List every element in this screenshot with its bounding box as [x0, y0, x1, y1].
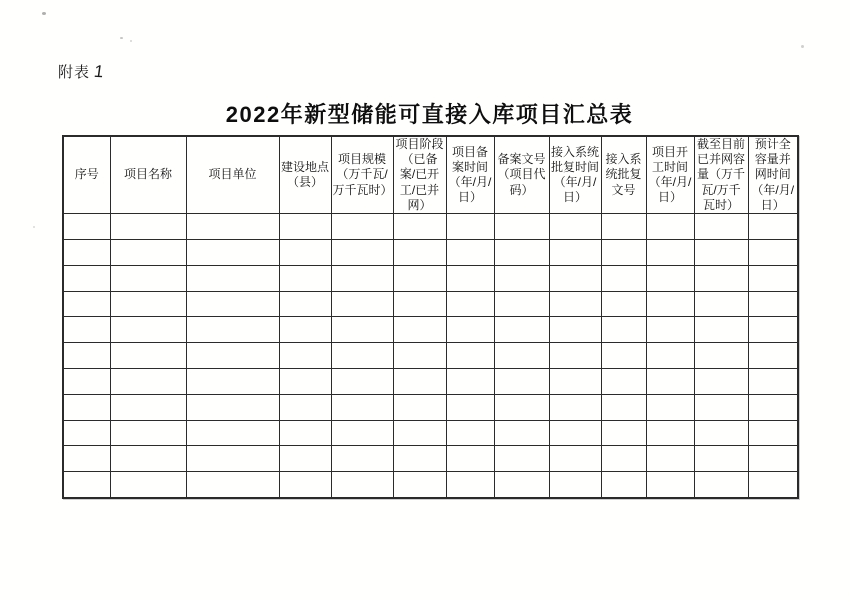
table-cell [393, 368, 446, 394]
table-cell [110, 239, 186, 265]
table-cell [646, 239, 694, 265]
table-cell [279, 265, 331, 291]
table-cell [186, 317, 279, 343]
table-cell [601, 446, 646, 472]
table-cell [279, 343, 331, 369]
table-cell [694, 343, 748, 369]
table-cell [549, 420, 601, 446]
table-cell [494, 368, 549, 394]
table-cell [279, 472, 331, 498]
table-cell [646, 343, 694, 369]
table-cell [63, 368, 110, 394]
table-cell [694, 472, 748, 498]
table-cell [748, 239, 798, 265]
table-cell [446, 368, 494, 394]
table-cell [63, 420, 110, 446]
table-cell [646, 291, 694, 317]
table-cell [110, 394, 186, 420]
table-cell [646, 265, 694, 291]
appendix-label [58, 61, 104, 82]
table-cell [494, 394, 549, 420]
table-cell [748, 394, 798, 420]
table-cell [331, 291, 393, 317]
table-cell [549, 343, 601, 369]
table-cell [601, 239, 646, 265]
table-cell [393, 317, 446, 343]
table-cell [331, 472, 393, 498]
table-cell [331, 265, 393, 291]
table-cell [601, 265, 646, 291]
column-header-9: 接入系统批复时间（年/月/日） [549, 136, 601, 214]
table-cell [748, 214, 798, 240]
table-cell [63, 291, 110, 317]
scan-artifact [33, 226, 35, 228]
table-cell [393, 214, 446, 240]
column-header-1: 序号 [63, 136, 110, 214]
table-cell [446, 472, 494, 498]
table-cell [494, 446, 549, 472]
table-cell [646, 420, 694, 446]
table-cell [393, 265, 446, 291]
table-cell [393, 239, 446, 265]
table-cell [279, 394, 331, 420]
table-cell [446, 343, 494, 369]
table-cell [494, 472, 549, 498]
table-row [63, 317, 798, 343]
table-cell [63, 446, 110, 472]
table-cell [694, 239, 748, 265]
column-header-12: 截至目前已并网容量（万千瓦/万千瓦时） [694, 136, 748, 214]
column-header-2: 项目名称 [110, 136, 186, 214]
table-cell [748, 317, 798, 343]
table-cell [601, 420, 646, 446]
table-cell [110, 291, 186, 317]
table-row [63, 291, 798, 317]
table-cell [601, 368, 646, 394]
table-cell [331, 394, 393, 420]
table-cell [63, 472, 110, 498]
table-cell [63, 265, 110, 291]
table-cell [186, 291, 279, 317]
table-cell [748, 291, 798, 317]
table-cell [186, 368, 279, 394]
table-cell [186, 343, 279, 369]
table-cell [331, 368, 393, 394]
table-cell [393, 472, 446, 498]
scan-artifact [801, 45, 804, 48]
table-cell [549, 239, 601, 265]
table-cell [694, 420, 748, 446]
table-cell [494, 420, 549, 446]
table-cell [748, 472, 798, 498]
table-cell [646, 317, 694, 343]
column-header-10: 接入系统批复文号 [601, 136, 646, 214]
table-cell [393, 420, 446, 446]
table-cell [110, 214, 186, 240]
table-cell [186, 265, 279, 291]
table-cell [63, 317, 110, 343]
table-row [63, 368, 798, 394]
table-cell [110, 420, 186, 446]
table-cell [748, 446, 798, 472]
table-cell [748, 420, 798, 446]
table-cell [279, 446, 331, 472]
table-cell [279, 214, 331, 240]
column-header-4: 建设地点（县） [279, 136, 331, 214]
table-cell [393, 446, 446, 472]
table-cell [494, 214, 549, 240]
page-title: 2022年新型储能可直接入库项目汇总表 [225, 102, 634, 127]
table-cell [110, 472, 186, 498]
table-row [63, 420, 798, 446]
table-cell [110, 446, 186, 472]
table-row [63, 472, 798, 498]
table-row [63, 239, 798, 265]
table-cell [694, 446, 748, 472]
table-cell [549, 368, 601, 394]
table-cell [646, 214, 694, 240]
table-cell [748, 368, 798, 394]
table-row [63, 214, 798, 240]
appendix-label-number: 1 [92, 61, 106, 82]
table-cell [446, 394, 494, 420]
table-cell [646, 394, 694, 420]
table-cell [393, 291, 446, 317]
table-cell [63, 343, 110, 369]
table-cell [63, 214, 110, 240]
table-cell [110, 368, 186, 394]
table-row [63, 265, 798, 291]
table-cell [549, 265, 601, 291]
table-cell [446, 317, 494, 343]
table-cell [601, 317, 646, 343]
table-cell [63, 239, 110, 265]
column-header-11: 项目开工时间（年/月/日） [646, 136, 694, 214]
table-cell [549, 317, 601, 343]
column-header-13: 预计全容量并网时间（年/月/日） [748, 136, 798, 214]
table-cell [694, 265, 748, 291]
table-cell [331, 239, 393, 265]
summary-table [62, 135, 799, 499]
table-cell [446, 446, 494, 472]
table-cell [549, 394, 601, 420]
table-cell [446, 291, 494, 317]
table-cell [694, 317, 748, 343]
table-cell [331, 214, 393, 240]
table-cell [694, 368, 748, 394]
table-cell [279, 368, 331, 394]
table-cell [186, 394, 279, 420]
table-cell [549, 214, 601, 240]
scan-artifact [42, 12, 46, 15]
table-cell [393, 394, 446, 420]
table-cell [748, 265, 798, 291]
table-row [63, 446, 798, 472]
table-cell [393, 343, 446, 369]
table-cell [494, 265, 549, 291]
table-cell [331, 420, 393, 446]
table-cell [646, 472, 694, 498]
table-cell [331, 343, 393, 369]
table-cell [331, 446, 393, 472]
table-cell [549, 291, 601, 317]
table-row [63, 394, 798, 420]
table-header-row [63, 136, 798, 214]
scan-artifact [130, 40, 132, 42]
column-header-5: 项目规模（万千瓦/万千瓦时） [331, 136, 393, 214]
table-cell [549, 472, 601, 498]
table-cell [110, 343, 186, 369]
table-cell [63, 394, 110, 420]
table-cell [601, 343, 646, 369]
table-cell [446, 265, 494, 291]
table-cell [748, 343, 798, 369]
column-header-8: 备案文号（项目代码） [494, 136, 549, 214]
table-cell [646, 446, 694, 472]
table-cell [694, 291, 748, 317]
table-cell [446, 239, 494, 265]
table-cell [186, 214, 279, 240]
scan-artifact [120, 37, 123, 39]
table-cell [110, 265, 186, 291]
table-cell [279, 291, 331, 317]
table-cell [186, 420, 279, 446]
table-cell [446, 420, 494, 446]
table-cell [494, 317, 549, 343]
table-cell [446, 214, 494, 240]
table-cell [694, 214, 748, 240]
table-cell [279, 420, 331, 446]
table-cell [331, 317, 393, 343]
table-cell [646, 368, 694, 394]
table-cell [601, 394, 646, 420]
table-cell [279, 317, 331, 343]
table-cell [110, 317, 186, 343]
column-header-3: 项目单位 [186, 136, 279, 214]
table-cell [601, 214, 646, 240]
table-cell [186, 239, 279, 265]
table-cell [601, 291, 646, 317]
column-header-7: 项目备案时间（年/月/日） [446, 136, 494, 214]
table-cell [694, 394, 748, 420]
table-cell [494, 239, 549, 265]
table-cell [186, 446, 279, 472]
table-cell [494, 343, 549, 369]
appendix-label-text: 附表 [58, 64, 91, 81]
table-cell [601, 472, 646, 498]
table-cell [549, 446, 601, 472]
table-row [63, 343, 798, 369]
column-header-6: 项目阶段（已备案/已开工/已并网） [393, 136, 446, 214]
table-cell [186, 472, 279, 498]
table-cell [279, 239, 331, 265]
table-cell [494, 291, 549, 317]
